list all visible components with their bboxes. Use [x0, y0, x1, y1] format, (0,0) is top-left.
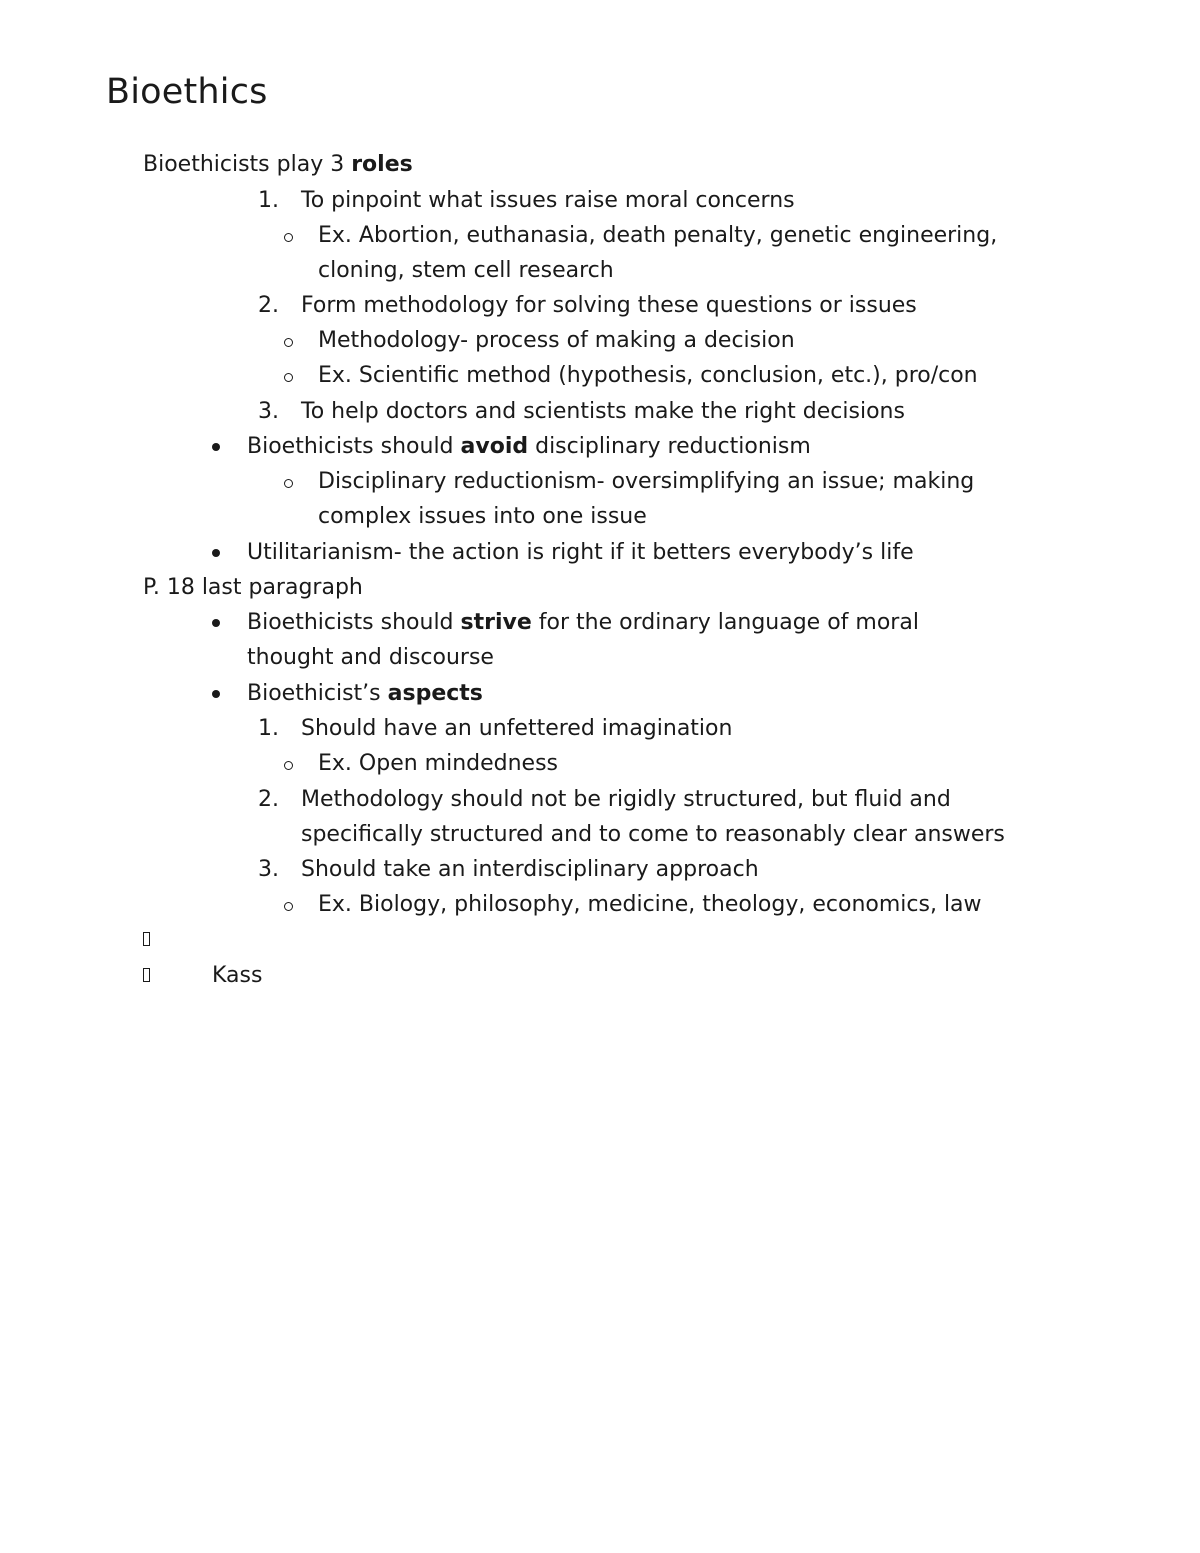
document-title: Bioethics	[106, 72, 268, 112]
aspect-3-example: Ex. Biology, philosophy, medicine, theology, economics, law	[318, 892, 982, 917]
bullet-dot-icon	[212, 443, 220, 451]
circle-bullet-icon	[284, 233, 293, 242]
list-number: 2.	[258, 293, 279, 318]
list-number: 2.	[258, 787, 279, 812]
role-3-text: To help doctors and scientists make the right decisions	[301, 399, 905, 424]
aspect-1-text: Should have an unfettered imagination	[301, 716, 733, 741]
circle-bullet-icon	[284, 761, 293, 770]
list-number: 1.	[258, 716, 279, 741]
roles-intro: Bioethicists play 3 roles	[143, 152, 413, 177]
list-number: 3.	[258, 399, 279, 424]
aspect-2-line2: specifically structured and to come to reasonably clear answers	[301, 822, 1005, 847]
aspect-2-line1: Methodology should not be rigidly structured, but fluid and	[301, 787, 951, 812]
circle-bullet-icon	[284, 902, 293, 911]
kass-text: Kass	[212, 963, 263, 988]
aspect-1-example: Ex. Open mindedness	[318, 751, 559, 776]
circle-bullet-icon	[284, 373, 293, 382]
strive-bullet-line1: Bioethicists should strive for the ordinary language of moral	[247, 610, 919, 635]
avoid-sub-line2: complex issues into one issue	[318, 504, 647, 529]
aspects-bullet-text: Bioethicist’s aspects	[247, 681, 483, 706]
bullet-dot-icon	[212, 549, 220, 557]
avoid-sub-line1: Disciplinary reductionism- oversimplifying an issue; making	[318, 469, 975, 494]
bullet-dot-icon	[212, 690, 220, 698]
strive-bullet-line2: thought and discourse	[247, 645, 494, 670]
utilitarianism-text: Utilitarianism- the action is right if it betters everybody’s life	[247, 540, 914, 565]
role-2-sub-2: Ex. Scientific method (hypothesis, conclusion, etc.), pro/con	[318, 363, 978, 388]
missing-glyph-icon	[143, 932, 150, 946]
list-number: 1.	[258, 188, 279, 213]
role-2-text: Form methodology for solving these questions or issues	[301, 293, 917, 318]
circle-bullet-icon	[284, 479, 293, 488]
avoid-bullet-text: Bioethicists should avoid disciplinary reductionism	[247, 434, 811, 459]
missing-glyph-icon	[143, 968, 150, 982]
aspect-3-text: Should take an interdisciplinary approach	[301, 857, 759, 882]
role-2-sub-1: Methodology- process of making a decision	[318, 328, 795, 353]
role-1-text: To pinpoint what issues raise moral concerns	[301, 188, 795, 213]
role-1-example-line2: cloning, stem cell research	[318, 258, 614, 283]
page-reference: P. 18 last paragraph	[143, 575, 363, 600]
bullet-dot-icon	[212, 619, 220, 627]
role-1-example-line1: Ex. Abortion, euthanasia, death penalty, genetic engineering,	[318, 223, 998, 248]
list-number: 3.	[258, 857, 279, 882]
circle-bullet-icon	[284, 338, 293, 347]
